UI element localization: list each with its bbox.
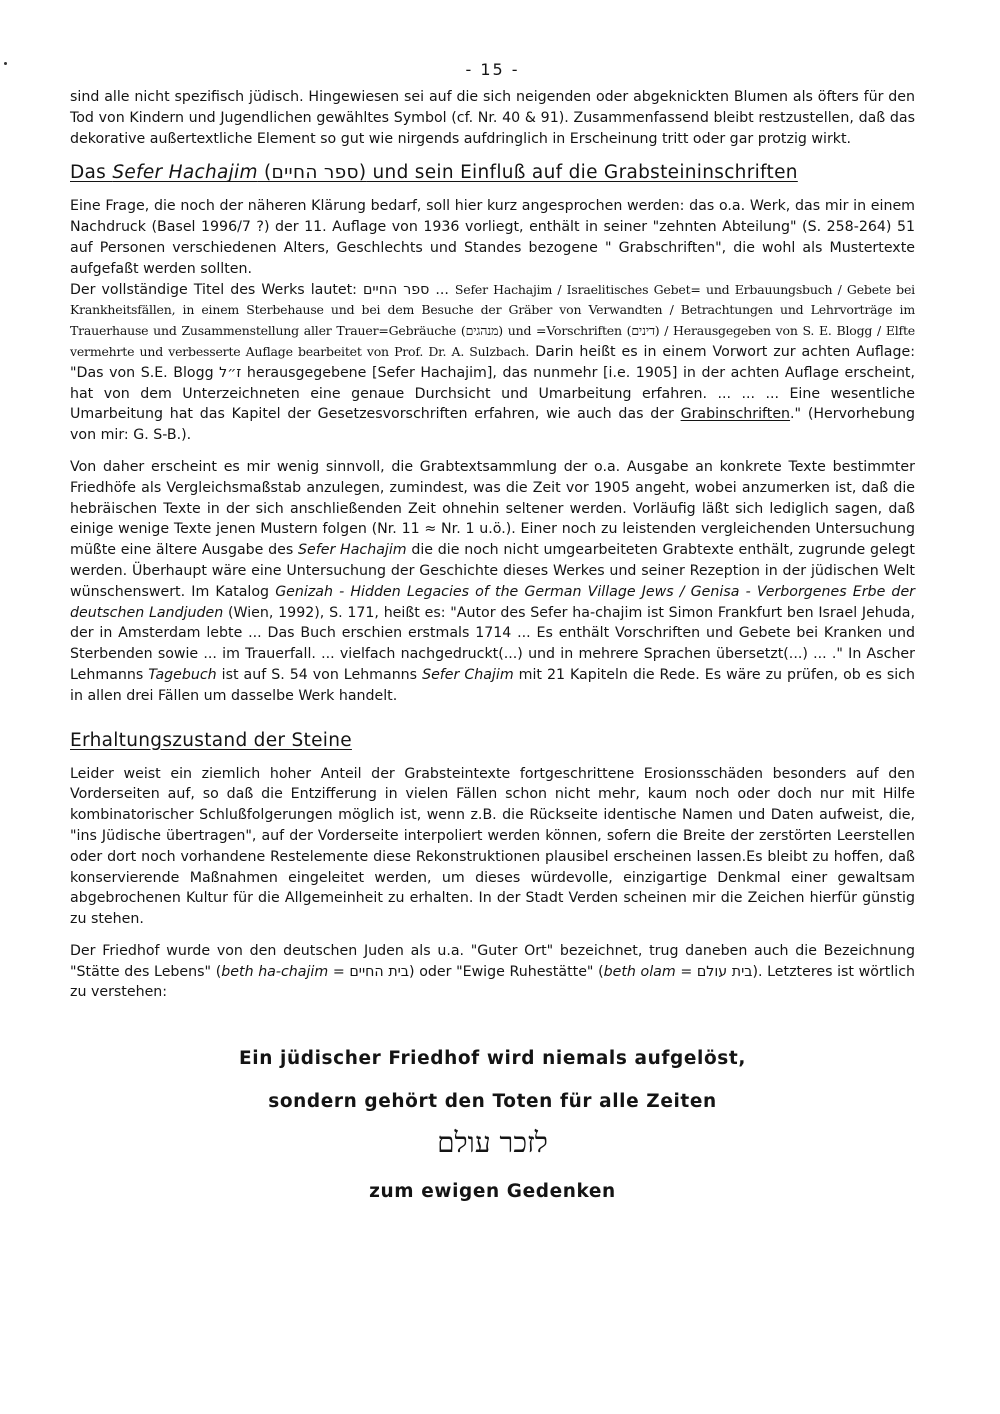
para-text: Der Friedhof wurde von den deutschen Juden als u.a. "Guter Ort" bezeichnet, trug daneben auch die Bezeichnung "Stätte des Lebens" ( xyxy=(70,942,915,980)
para-text: ist auf S. 54 von Lehmanns xyxy=(216,666,423,683)
document-page xyxy=(70,60,915,1204)
para-text: Darin heißt es in einem Vorwort zur achten Auflage: "Das von S.E. Blogg ז״ל herausgegebene [Sefer Hachajim], das nunmehr [i.e. 1905] in der achten Auflage erscheint, hat von dem Unterzeichneten eine genaue Durchsicht und Umarbeitung erfahren. ... ... ... Eine wesentliche Umarbeitung hat das Kapitel der Gesetzesvorschriften erfahren, wie auch das der xyxy=(70,343,916,423)
quote-line-1: Ein jüdischer Friedhof wird niemals aufgelöst, xyxy=(239,1048,746,1070)
heading-prefix: Das xyxy=(70,162,113,184)
heading-book-title: Sefer Hachajim xyxy=(112,162,258,184)
para-text: ." (Hervorhebung von mir: G. S-B.). xyxy=(70,406,915,444)
quote-hebrew: לזכר עולם xyxy=(437,1126,548,1160)
para-text: Der vollständige Titel des Werks lautet: ספר החיים ... xyxy=(70,281,455,298)
para-text: mit 21 Kapiteln die Rede. Es wäre zu prüfen, ob es sich in allen drei Fällen um dasselbe Werk handelt. xyxy=(70,666,915,704)
section-heading-sefer-hachajim xyxy=(70,161,915,185)
closing-quote xyxy=(70,1047,915,1204)
heading-hebrew-title: (ספר החיים) xyxy=(264,162,367,184)
paragraph-cemetery-names xyxy=(70,941,915,1003)
scan-speck xyxy=(4,62,7,65)
section-heading-condition: Erhaltungszustand der Steine xyxy=(70,729,352,751)
paragraph-title-discussion xyxy=(70,196,915,446)
para-text: Eine Frage, die noch der näheren Klärung bedarf, soll hier kurz angesprochen werden: das o.a. Werk, das mir in einem Nachdruck (Basel 1996/7 ?) der 11. Auflage von 1936 vorliegt, enthält in seiner "zehnten Abteilung" (S. 258-264) 51 auf Personen verschiedenen Alters, Geschlechts und Standes bezogene " Grabschriften", die wohl als Mustertexte aufgefaßt werden sollten. xyxy=(70,198,915,277)
transliteration: beth olam xyxy=(603,963,676,980)
quote-line-2: sondern gehört den Toten für alle Zeiten xyxy=(268,1091,717,1113)
para-text: = בית החיים) oder "Ewige Ruhestätte" ( xyxy=(328,963,604,980)
para-text: Von daher erscheint es mir wenig sinnvoll, die Grabtextsammlung der o.a. Ausgabe an konkrete Texte bestimmter Friedhöfe als Vergleichsmaßstab anzulegen, zumindest, was die Zeit vor 1905 angeht, wobei anzumerken ist, daß die hebräischen Texte in der sich anschließenden Zeit ohnehin seltener werden. Vorläufig läßt sich lediglich sagen, daß einige wenige Texte jenen Mustern folgen (Nr. 11 ≈ Nr. 1 u.ö.). Einer noch zu leistenden vergleichenden Untersuchung müßte eine ältere Ausgabe des xyxy=(70,458,915,559)
para-text: die die noch nicht umgearbeiteten Grabtexte enthält, zugrunde gelegt werden. Überhaupt wäre eine Untersuchung der Geschichte dieses Werkes und seiner Rezeption in der jüdischen Welt wünschenswert. Im Katalog xyxy=(70,542,915,600)
heading-suffix: und sein Einfluß auf die Grabsteininschriften xyxy=(366,162,798,184)
para-text: = בית עולם). Letzteres ist wörtlich zu verstehen: xyxy=(70,963,915,1001)
underlined-term: Grabinschriften xyxy=(680,406,791,423)
book-title: Sefer Hachajim xyxy=(298,542,407,559)
catalog-title: Genizah - Hidden Legacies of the German Village Jews / Genisa - Verborgenes Erbe der deutschen Landjuden xyxy=(70,583,915,621)
quote-line-4: zum ewigen Gedenken xyxy=(369,1181,616,1203)
paragraph-comparison xyxy=(70,457,915,707)
transliteration: beth ha-chajim xyxy=(221,963,329,980)
page-number: - 15 - xyxy=(465,60,520,79)
fraktur-title-block: Sefer Hachajim / Israelitisches Gebet= und Erbauungsbuch / Gebete bei Krankheitsfällen, in einem Sterbehause und bei dem Besuche der Gräber von Verwandten / Betrachtungen und Lehrvorträge im Trauerhause und Zusammenstellung aller Trauer=Gebräuche (מנהגים) und =Vorschriften (דינים) / Herausgegeben von S. E. Blogg / Elfte vermehrte und verbesserte Auflage bearbeitet von Prof. Dr. A. Sulzbach. xyxy=(70,281,915,359)
diary-title: Tagebuch xyxy=(148,666,217,683)
intro-paragraph: sind alle nicht spezifisch jüdisch. Hingewiesen sei auf die sich neigenden oder abgeknickten Blumen als öfters für den Tod von Kindern und Jugendlichen gewähltes Symbol (cf. Nr. 40 & 91). Zusammenfassend bleibt restzustellen, daß das dekorative außertextliche Element so gut wie nirgends aufdringlich in Erscheinung tritt oder gar protzig wirkt. xyxy=(70,89,915,147)
paragraph-erosion: Leider weist ein ziemlich hoher Anteil der Grabsteintexte fortgeschrittene Erosionsschäden besonders auf den Vorderseiten auf, so daß die Entzifferung in vielen Fällen schon nicht mehr, kaum noch oder doch nur mit Hilfe kombinatorischer Schlußfolgerungen möglich ist, wenn z.B. die Rückseite identische Namen und Daten aufweist, die, "ins Jüdische übertragen", auf der Vorderseite interpoliert werden können, sofern die Breite der zerstörten Leerstellen oder dort noch vorhandene Restelemente diese Rekonstruktionen plausibel erscheinen lassen.Es bleibt zu hoffen, daß konservierende Maßnahmen eingeleitet werden, um dieses würdevolle, einzigartige Denkmal einer gewaltsam abgebrochenen Kultur für die Allgemeinheit zu erhalten. In der Stadt Verden scheinen mir die Zeichen hierfür günstig zu stehen. xyxy=(70,765,915,928)
para-text: (Wien, 1992), S. 171, heißt es: "Autor des Sefer ha-chajim ist Simon Frankfurt ben Israel Jehuda, der in Amsterdam lebte ... Das Buch erschien erstmals 1714 ... Es enthält Vorschriften und Gebete bei Kranken und Sterbenden sowie ... im Trauerfall. ... vielfach nachgedruckt(...) und in mehrere Sprachen übersetzt(...) ... ." In Ascher Lehmanns xyxy=(70,604,915,683)
book-title: Sefer Chajim xyxy=(422,666,514,683)
